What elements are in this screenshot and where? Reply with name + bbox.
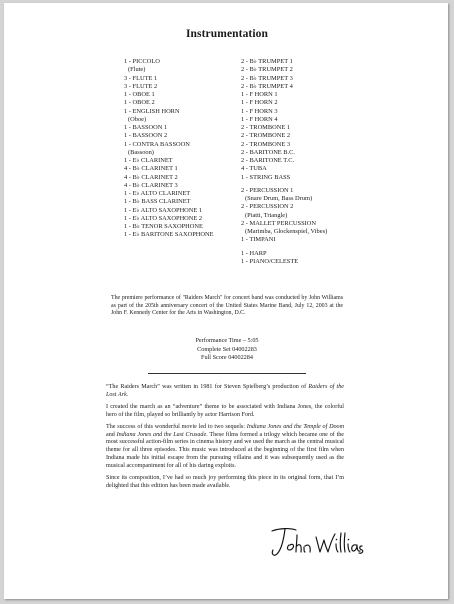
instrument-item: 2 - TROMBONE 3 bbox=[241, 140, 291, 148]
instrument-item: 1 - E♭ CLARINET bbox=[124, 157, 173, 164]
note-paragraph-4: Since its composition, I’ve had so much joy performing this piece in its original form, that I’m delighted that this edition has been made available. bbox=[106, 474, 344, 489]
instrument-item: 1 - OBOE 1 bbox=[124, 91, 155, 98]
instrument-item: 2 - B♭ TRUMPET 2 bbox=[241, 66, 293, 74]
instrument-note: (Piatti, Triangle) bbox=[245, 211, 288, 219]
complete-set-number: Complete Set 04002283 bbox=[197, 345, 257, 353]
instrument-item: 1 - F HORN 4 bbox=[241, 115, 278, 123]
instrument-item: 1 - BASSOON 1 bbox=[124, 124, 168, 131]
instrument-item: 2 - TROMBONE 1 bbox=[241, 124, 291, 131]
signature-image bbox=[266, 525, 364, 559]
instrument-item: 1 - F HORN 3 bbox=[241, 107, 278, 115]
instrument-item: 1 - HARP bbox=[241, 249, 267, 257]
instrument-note: (Flute) bbox=[128, 66, 146, 74]
instrument-item: 1 - OBOE 2 bbox=[124, 99, 155, 107]
instrument-item: 1 - STRING BASS bbox=[241, 173, 291, 181]
instrument-item: 4 - B♭ CLARINET 2 bbox=[124, 173, 178, 181]
instrument-list-brass-percussion bbox=[241, 58, 327, 266]
instrument-item: 1 - PICCOLO bbox=[124, 58, 160, 65]
instrument-item: 4 - B♭ CLARINET 3 bbox=[124, 181, 178, 189]
instrument-item: 1 - E♭ ALTO SAXOPHONE 2 bbox=[124, 214, 203, 222]
instrument-list-woodwinds bbox=[124, 58, 214, 240]
note-paragraph-3: The success of this wonderful movie led to two sequels: Indiana Jones and the Temple of Doom and Indiana Jones and the Last Crusade. These films formed a trilogy which became one of the most successful action-film series in cinema history and we used the march as the central musical theme for all three episodes. This music was introduced at the beginning of the first film when Indiana made his initial escape from the pursuing villains and it was subsequently used as the musical accompaniment for all of his daring exploits. bbox=[106, 424, 345, 469]
instrument-item: 2 - PERCUSSION 1 bbox=[241, 186, 294, 194]
instrument-item: 1 - E♭ ALTO CLARINET bbox=[124, 190, 191, 197]
note-paragraph-1: “The Raiders March” was written in 1981 for Steven Spielberg’s production of Raiders of the Lost Ark. bbox=[106, 384, 344, 398]
performance-time: Performance Time – 5:05 bbox=[195, 337, 259, 344]
note-paragraph-2: I created the march as an “adventure” theme to be associated with Indiana Jones, the colorful hero of the film, played so brilliantly by actor Harrison Ford. bbox=[106, 404, 344, 418]
instrument-note: (Bassoon) bbox=[128, 148, 154, 156]
instrument-note: (Marimba, Glockenspiel, Vibes) bbox=[245, 228, 328, 235]
instrument-item: 1 - ENGLISH HORN bbox=[124, 107, 180, 115]
composer-notes bbox=[106, 384, 344, 495]
instrument-item: 1 - BASSOON 2 bbox=[124, 132, 168, 140]
instrument-item: 1 - B♭ TENOR SAXOPHONE bbox=[124, 223, 203, 230]
instrument-item: 1 - F HORN 2 bbox=[241, 99, 278, 107]
instrument-item: 2 - B♭ TRUMPET 3 bbox=[241, 74, 293, 82]
premiere-note: The premiere performance of "Raiders March" for concert band was conducted by John Williams as part of the 205th anniversary concert of the United States Marine Band, July 12, 2003 at the John F. Kennedy Center for the Arts in Washington, D.C. bbox=[111, 295, 343, 317]
instrument-note: (Snare Drum, Bass Drum) bbox=[245, 195, 313, 202]
instrument-item: 4 - B♭ CLARINET 1 bbox=[124, 165, 178, 173]
instrument-item: 1 - B♭ BASS CLARINET bbox=[124, 198, 191, 206]
instrument-item: 3 - FLUTE 1 bbox=[124, 74, 158, 82]
instrument-item: 2 - B♭ TRUMPET 1 bbox=[241, 58, 293, 65]
instrument-item: 1 - F HORN 1 bbox=[241, 91, 278, 98]
page-title: Instrumentation bbox=[185, 28, 268, 40]
instrument-item: 1 - CONTRA BASSOON bbox=[124, 140, 190, 148]
instrument-item: 4 - TUBA bbox=[241, 165, 267, 173]
instrument-item: 2 - PERCUSSION 2 bbox=[241, 203, 294, 211]
instrument-item: 2 - BARITONE B.C. bbox=[241, 148, 296, 156]
instrument-item: 1 - E♭ BARITONE SAXOPHONE bbox=[124, 231, 214, 239]
section-divider bbox=[148, 373, 306, 374]
instrument-item: 2 - TROMBONE 2 bbox=[241, 132, 291, 140]
instrument-item: 1 - TIMPANI bbox=[241, 236, 276, 244]
instrument-item: 2 - MALLET PERCUSSION bbox=[241, 219, 316, 227]
instrument-item: 3 - FLUTE 2 bbox=[124, 82, 158, 90]
instrument-item: 2 - BARITONE T.C. bbox=[241, 157, 295, 164]
performance-info bbox=[0, 337, 454, 363]
full-score-number: Full Score 04002284 bbox=[201, 354, 253, 362]
instrument-item: 1 - E♭ ALTO SAXOPHONE 1 bbox=[124, 206, 203, 214]
instrument-item: 2 - B♭ TRUMPET 4 bbox=[241, 82, 293, 90]
instrument-note: (Oboe) bbox=[128, 115, 147, 123]
instrument-item: 1 - PIANO/CELESTE bbox=[241, 257, 299, 265]
